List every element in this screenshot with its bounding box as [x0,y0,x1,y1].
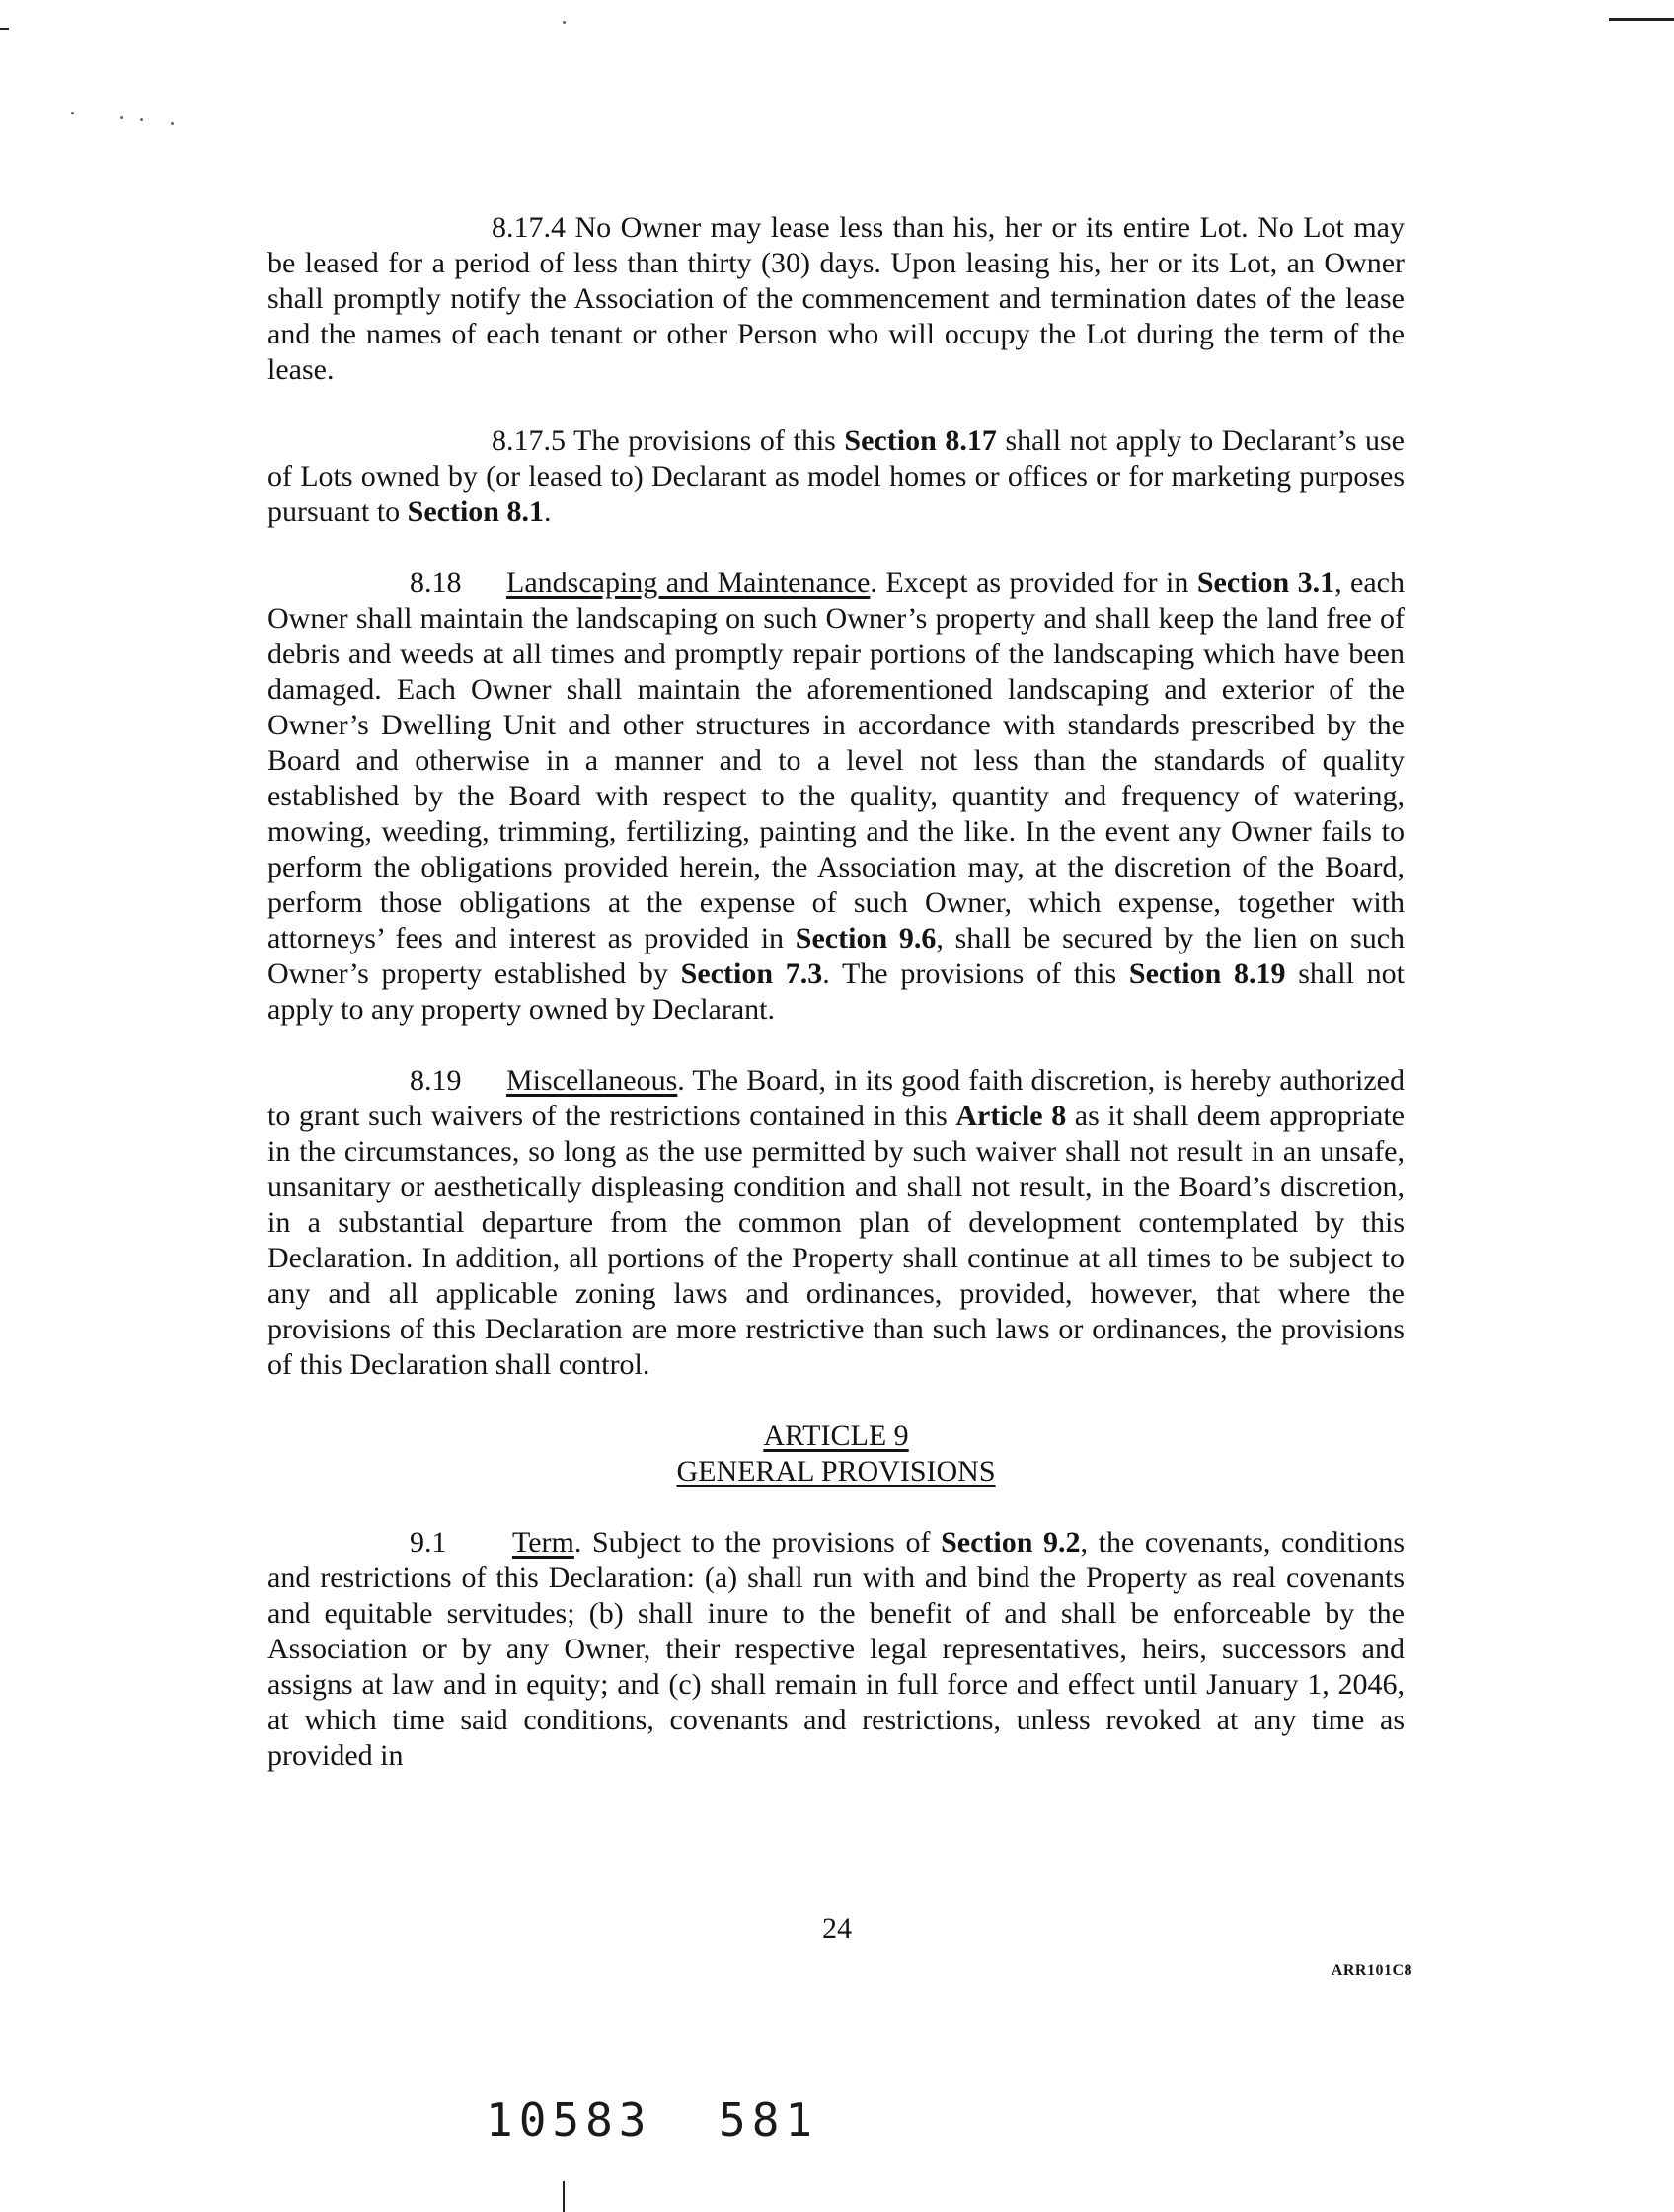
scan-speck [71,112,74,114]
paragraph-text: , each Owner shall maintain the landscaping on such Owner’s property and shall keep the land free of debris and weeds at all times and promptly repair portions of the landscaping which have been damaged. Each Owner shall maintain the aforementioned landscaping and exterior of the Owner’s Dwelling Unit and other structures in accordance with standards prescribed by the Board and otherwise in a manner and to a level not less than the standards of quality established by the Board with respect to the quality, quantity and frequency of watering, mowing, weeding, trimming, fertilizing, painting and the like. In the event any Owner fails to perform the obligations provided herein, the Association may, at the discretion of the Board, perform those obligations at the expense of such Owner, which expense, together with attorneys’ fees and interest as provided in [267,567,1405,954]
section-reference: Section 8.19 [1128,957,1286,990]
paragraph-text: , the covenants, conditions and restrictions of this Declaration: (a) shall run with and bind the Property as real covenants and equitable servitudes; (b) shall inure to the benefit of and shall be enforceable by the Association or by any Owner, their respective legal representatives, heirs, successors and assigns at law and in equity; and (c) shall remain in full force and effect until January 1, 2046, at which time said conditions, covenants and restrictions, unless revoked at any time as provided in [267,1526,1405,1772]
recording-stamp-book: 10583 [486,2094,652,2147]
section-reference: Section 8.1 [407,496,544,528]
article-heading [267,1418,1405,1489]
paragraph-text: . The provisions of this [822,957,1129,990]
section-reference: Article 8 [955,1100,1067,1132]
paragraph-text: shall not apply to Declarant’s use of Lots owned by (or leased to) Declarant as model homes or offices or for marketing purposes pursuant to [267,424,1405,528]
section-reference: Section 3.1 [1196,567,1335,599]
paragraph-text: . The Board, in its good faith discretion, is hereby authorized to grant such waivers of the restrictions contained in this [267,1064,1405,1132]
section-reference: Section 9.2 [941,1526,1081,1559]
section-number: 8.19 [410,1064,462,1097]
paragraph-text: 8.17.4 No Owner may lease less than his, her or its entire Lot. No Lot may be leased for a period of less than thirty (30) days. Upon leasing his, her or its Lot, an Owner shall promptly notify the Association of the commencement and termination dates of the lease and the names of each tenant or other Person who will occupy the Lot during the term of the lease. [267,211,1405,386]
section-number: 8.18 [410,567,462,599]
scan-mark-top-left [0,28,9,30]
paragraph-text: . [543,496,552,528]
recording-stamp-page: 581 [719,2094,819,2147]
paragraph-text: . Subject to the provisions of [573,1526,942,1559]
scan-speck [171,122,174,125]
page-number: 24 [822,1912,852,1945]
section-reference: Section 7.3 [680,957,823,990]
section-heading: Miscellaneous [506,1064,678,1097]
paragraph-9-1 [267,1525,1405,1774]
scan-speck [563,21,566,24]
paragraph-8-17-4 [267,210,1405,388]
scan-mark-bottom [563,2181,565,2212]
paragraph-8-17-5 [267,423,1405,530]
section-heading: Landscaping and Maintenance [506,567,871,599]
paragraph-text: , shall be secured by the lien on such Owner’s property established by [267,922,1406,990]
scan-speck [140,118,143,121]
document-id: ARR101C8 [1331,1962,1412,1979]
section-reference: Section 9.6 [795,922,937,954]
paragraph-text: as it shall deem appropriate in the circumstances, so long as the use permitted by such waiver shall not result in an unsafe, unsanitary or aesthetically displeasing condition and shall not result, in the Board’s discretion, in a substantial departure from the common plan of development contemplated by this Declaration. In addition, all portions of the Property shall continue at all times to be subject to any and all applicable zoning laws and ordinances, provided, however, that where the provisions of this Declaration are more restrictive than such laws or ordinances, the provisions of this Declaration shall control. [267,1100,1406,1381]
paragraph-text: . Except as provided for in [870,567,1197,599]
paragraph-8-18 [267,566,1405,1028]
scan-speck [120,116,123,119]
scan-mark-top-right [1609,18,1674,21]
section-heading: Term [512,1526,574,1559]
paragraph-text: 8.17.5 The provisions of this [492,424,845,457]
body-text [267,210,1405,1774]
section-reference: Section 8.17 [844,424,997,457]
section-number: 9.1 [410,1526,447,1559]
article-number: ARTICLE 9 [763,1419,909,1452]
paragraph-text: shall not apply to any property owned by Declarant. [267,957,1405,1026]
paragraph-8-19 [267,1063,1405,1383]
article-title: GENERAL PROVISIONS [676,1455,996,1487]
